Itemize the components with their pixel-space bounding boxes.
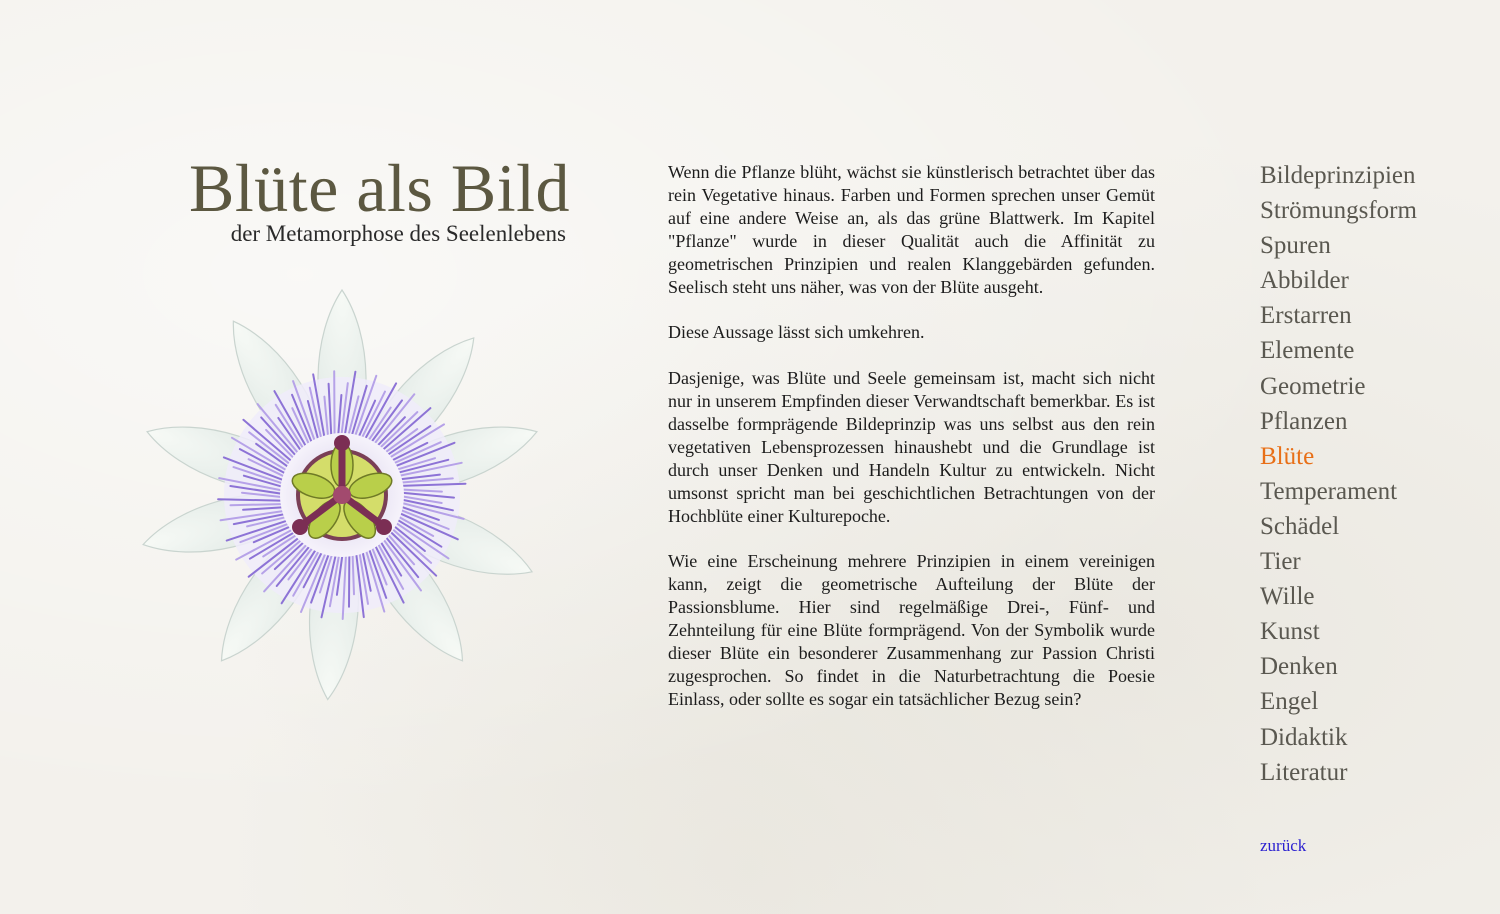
paragraph-3: Dasjenige, was Blüte und Seele gemeinsam ist, macht sich nicht nur in unserem Empfinden dieser Verwandtschaft bemerkbar. Es ist dasselbe formprägende Bildeprinzip was uns selbst aus den rein vegetativen Lebensprozessen hinaushebt und die Grundlage ist durch unser Denken und Handeln Kultur zu entwickeln. Nicht umsonst spricht man bei geschichtlichen Betrachtungen von der Hochblüte einer Kulturepoche.	[668, 368, 1155, 526]
nav-item-denken[interactable]: Denken	[1260, 653, 1338, 681]
nav-item-didaktik[interactable]: Didaktik	[1260, 723, 1348, 751]
nav-item-literatur[interactable]: Literatur	[1260, 758, 1348, 786]
nav-item-pflanzen[interactable]: Pflanzen	[1260, 407, 1348, 435]
nav-item-bluete[interactable]: Blüte	[1260, 442, 1315, 470]
passion-flower-image	[128, 282, 554, 706]
title-block	[150, 150, 570, 248]
paragraph-2: Diese Aussage lässt sich umkehren.	[668, 322, 925, 343]
nav-item-abbilder[interactable]: Abbilder	[1260, 267, 1349, 295]
article-text	[668, 161, 1155, 734]
paragraph-4: Wie eine Erscheinung mehrere Prinzipien in einem vereinigen kann, zeigt die geometrische Aufteilung der Blüte der Passionsblume. Hier sind regelmäßige Drei-, Fünf- und Zehnteilung für eine Blüte formprägend. Von der Symbolik wurde dieser Blüte ein besonderer Zusammenhang zur Passion Christi zugesprochen. So findet in die Naturbetrachtung die Poesie Einlass, oder sollte es sogar ein tatsächlicher Bezug sein?	[668, 551, 1155, 709]
nav-item-geometrie[interactable]: Geometrie	[1260, 372, 1366, 400]
paragraph-1: Wenn die Pflanze blüht, wächst sie künstlerisch betrachtet über das rein Vegetative hinaus. Farben und Formen sprechen unser Gemüt auf eine andere Weise an, als das grüne Blattwerk. Im Kapitel "Pflanze" wurde in dieser Qualität auch die Affinität zu geometrischen Prinzipien und realen Klanggebärden gefunden. Seelisch steht uns näher, was von der Blüte ausgeht.	[668, 162, 1155, 297]
nav-item-erstarren[interactable]: Erstarren	[1260, 302, 1352, 330]
nav-item-schaedel[interactable]: Schädel	[1260, 512, 1340, 540]
nav-item-spuren[interactable]: Spuren	[1260, 232, 1331, 260]
chapter-nav	[1260, 158, 1417, 790]
back-link[interactable]: zurück	[1260, 836, 1307, 855]
page-title: Blüte als Bild	[189, 150, 570, 226]
nav-item-kunst[interactable]: Kunst	[1260, 618, 1320, 646]
nav-item-stroemungsform[interactable]: Strömungsform	[1260, 197, 1417, 225]
nav-item-temperament[interactable]: Temperament	[1260, 477, 1398, 505]
nav-item-engel[interactable]: Engel	[1260, 688, 1319, 716]
nav-item-bildeprinzipien[interactable]: Bildeprinzipien	[1260, 162, 1416, 189]
nav-item-tier[interactable]: Tier	[1260, 548, 1301, 576]
nav-item-wille[interactable]: Wille	[1260, 583, 1315, 611]
nav-item-elemente[interactable]: Elemente	[1260, 337, 1355, 365]
page-subtitle: der Metamorphose des Seelenlebens	[230, 221, 566, 246]
